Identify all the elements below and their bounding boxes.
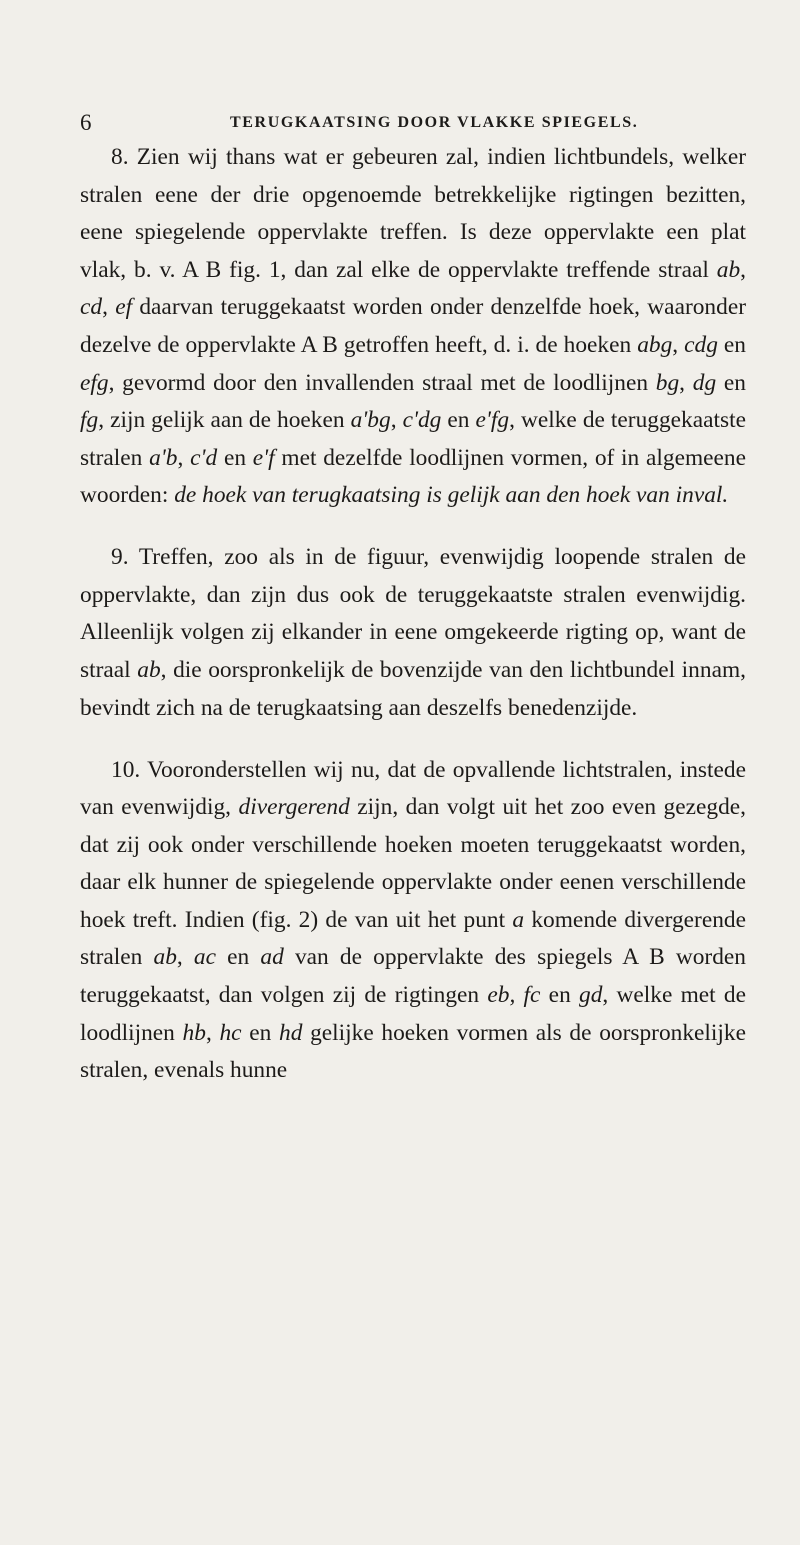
text-run: gelijke hoeken vormen als de oorspronkelijke stralen, evenals hunne <box>80 1019 746 1084</box>
text-run: 9. Treffen, zoo als in de figuur, evenwijdig loopende stralen de oppervlakte, dan zijn dus ook de teruggekaatste stralen evenwijdig. Alleenlijk volgen zij elkander in eene omgekeerde rigting op, want de straal <box>80 544 746 684</box>
text-run: , <box>176 944 194 971</box>
italic-text: efg <box>80 369 109 396</box>
italic-text: dg <box>692 369 717 396</box>
text-run: en <box>717 331 746 358</box>
italic-text: hd <box>279 1019 303 1046</box>
italic-text: a'b <box>149 444 178 471</box>
italic-text: de hoek van terugkaatsing is gelijk aan den hoek van inval. <box>174 482 729 509</box>
italic-text: hb <box>182 1019 206 1046</box>
text-run: en <box>441 407 476 434</box>
text-run: , <box>679 369 693 396</box>
italic-text: fg <box>80 407 99 434</box>
italic-text: c'dg <box>402 407 442 434</box>
text-run: en <box>716 369 747 396</box>
page-header <box>80 110 730 136</box>
italic-text: ac <box>193 944 216 971</box>
text-run: 8. Zien wij thans wat er gebeuren zal, indien lichtbundels, welker stralen eene der drie opgenoemde betrekkelijke rigtingen bezitten, eene spiegelende oppervlakte treffen. Is deze oppervlakte een plat vlak, b. v. A B fig. 1, dan zal elke de oppervlakte treffende straal <box>80 144 746 283</box>
text-run: , <box>102 294 116 321</box>
italic-text: cdg <box>684 331 718 358</box>
text-run: 10. Vooronderstellen wij nu, dat de opvallende lichtstralen, instede van evenwijdig, <box>80 756 746 821</box>
text-run: , <box>177 444 191 471</box>
italic-text: ab <box>716 256 741 283</box>
text-run: zijn, dan volgt uit het zoo even gezegde, dat zij ook onder verschillende hoeken moeten teruggekaatst worden, daar elk hunner de spiegelende oppervlakte onder eenen verschillende hoek treft. Indien (fig. 2) de van uit het punt <box>80 794 746 933</box>
text-run: , <box>205 1019 220 1046</box>
text-run: , welke met de loodlijnen <box>80 982 746 1046</box>
italic-text: c'd <box>190 444 218 471</box>
italic-text: gd <box>579 982 603 1009</box>
text-run: , gevormd door den invallenden straal met de loodlijnen <box>108 369 656 396</box>
text-run: met dezelfde loodlijnen vormen, of in algemeene woorden: <box>80 444 746 509</box>
text-run: daarvan teruggekaatst worden onder denzelfde hoek, waaronder dezelve de oppervlakte A B getroffen heeft, d. i. de hoeken <box>80 294 746 358</box>
italic-text: bg <box>655 369 680 396</box>
text-run: , die oorspronkelijk de bovenzijde van den lichtbundel innam, bevindt zich na de terugkaatsing aan deszelfs benedenzijde. <box>80 657 746 721</box>
italic-text: a'bg <box>350 407 391 434</box>
italic-text: ad <box>260 944 284 971</box>
text-run: , <box>390 407 403 434</box>
text-run: en <box>540 982 580 1009</box>
page-number: 6 <box>80 110 92 135</box>
italic-text: hc <box>219 1019 242 1046</box>
italic-text: ab <box>137 657 161 684</box>
italic-text: cd <box>80 294 103 321</box>
text-run: van de oppervlakte des spiegels A B worden teruggekaatst, dan volgen zij de rigtingen <box>80 944 746 1009</box>
italic-text: ab <box>153 944 177 971</box>
text-run: en <box>216 944 261 971</box>
paragraph <box>80 539 746 727</box>
text-run: en <box>241 1019 279 1046</box>
italic-text: abg <box>637 331 673 358</box>
italic-text: eb, fc <box>487 982 541 1009</box>
running-title: TERUGKAATSING DOOR VLAKKE SPIEGELS. <box>230 114 639 131</box>
italic-text: e'fg <box>475 407 510 434</box>
italic-text: a <box>512 906 525 933</box>
text-run: komende divergerende stralen <box>80 906 746 971</box>
body-text <box>80 139 746 1090</box>
italic-text: ef <box>115 294 133 321</box>
italic-text: e'f <box>252 444 275 471</box>
text-run: en <box>217 444 253 471</box>
text-run: , <box>740 256 746 283</box>
text-run: , <box>672 331 685 358</box>
italic-text: divergerend <box>238 794 350 821</box>
text-run: , zijn gelijk aan de hoeken <box>98 407 351 434</box>
paragraph <box>80 752 746 1090</box>
paragraph <box>80 139 746 515</box>
text-run: , welke de teruggekaatste stralen <box>80 407 746 471</box>
